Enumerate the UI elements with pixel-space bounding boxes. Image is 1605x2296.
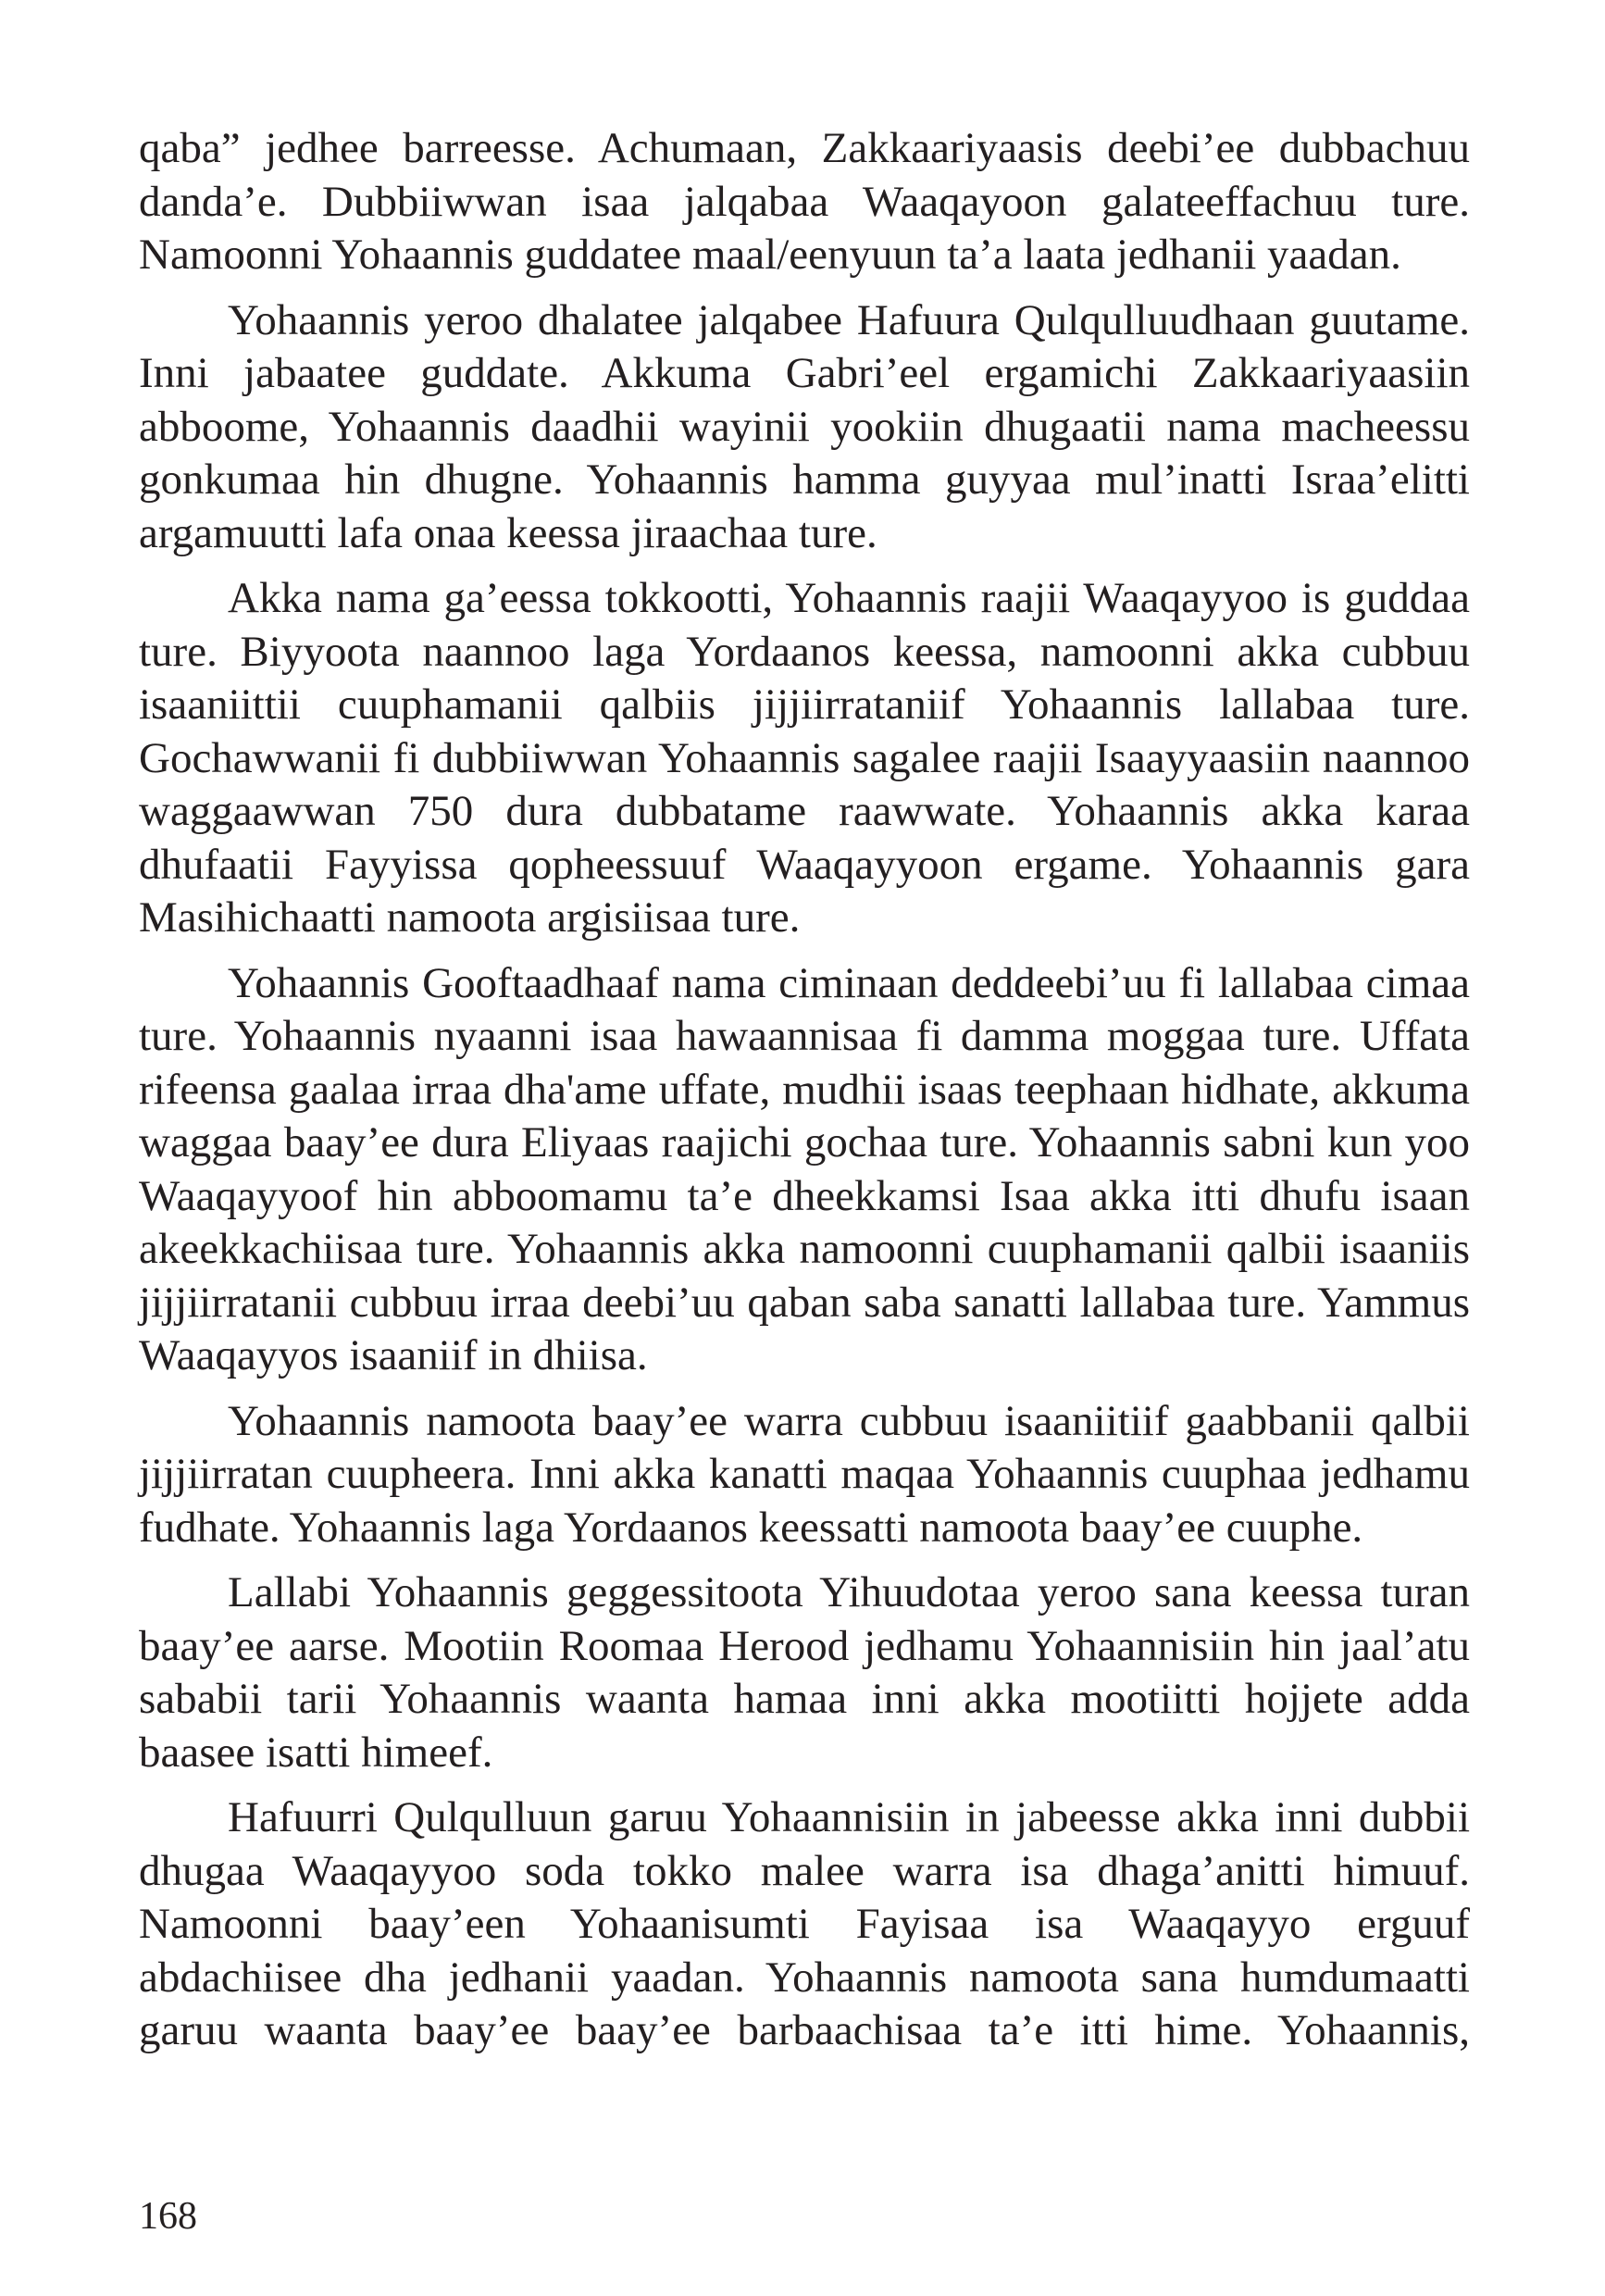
page-number: 168 [139,2195,197,2238]
paragraph-continues: Hafuurri Qulqulluun garuu Yohaannisiin in jabeesse akka inni dubbii dhugaa Waaqayyoo soda tokko malee warra isa dhaga’anitti himuuf. Namoonni baay’een Yohaanisumti Fayisaa isa Waaqayyo erguuf abdachiisee dha jedhanii yaadan. Yohaannis namoota sana humdumaatti garuu waanta baay’ee baay’ee barbaachisaa ta’e itti hime. Yohaannis, [139,1793,1470,2054]
paragraph: Akka nama ga’eessa tokkootti, Yohaannis raajii Waaqayyoo is guddaa ture. Biyyoota naannoo laga Yordaanos keessa, namoonni akka cubbuu isaaniittii cuuphamanii qalbiis jijjiirrataniif Yohaannis lallabaa ture. Gochawwanii fi dubbiiwwan Yohaannis sagalee raajii Isaayyaasiin naannoo waggaawwan 750 dura dubbatame raawwate. Yohaannis akka karaa dhufaatii Fayyissa qopheessuuf Waaqayyoon ergame. Yohaannis gara Masihichaatti namoota argisiisaa ture. [139,574,1470,942]
paragraph: Yohaannis yeroo dhalatee jalqabee Hafuura Qulqulluudhaan guutame. Inni jabaatee guddate. Akkuma Gabri’eel ergamichi Zakkaariyaasiin abboome, Yohaannis daadhii wayinii yookiin dhugaatii nama macheessu gonkumaa hin dhugne. Yohaannis hamma guyyaa mul’inatti Israa’elitti argamuutti lafa onaa keessa jiraachaa ture. [139,295,1470,557]
document-page [139,122,1470,2070]
paragraph: Lallabi Yohaannis geggessitoota Yihuudotaa yeroo sana keessa turan baay’ee aarse. Mootiin Roomaa Herood jedhamu Yohaannisiin hin jaal’atu sababii tarii Yohaannis waanta hamaa inni akka mootiitti hojjete adda baasee isatti himeef. [139,1568,1470,1777]
paragraph: Yohaannis Gooftaadhaaf nama ciminaan deddeebi’uu fi lallabaa cimaa ture. Yohaannis nyaanni isaa hawaannisaa fi damma moggaa ture. Uffata rifeensa gaalaa irraa dha'ame uffate, mudhii isaas teephaan hidhate, akkuma waggaa baay’ee dura Eliyaas raajichi gochaa ture. Yohaannis sabni kun yoo Waaqayyoof hin abboomamu ta’e dheekkamsi Isaa akka itti dhufu isaan akeekkachiisaa ture. Yohaannis akka namoonni cuuphamanii qalbii isaaniis jijjiirratanii cubbuu irraa deebi’uu qaban saba sanatti lallabaa ture. Yammus Waaqayyos isaaniif in dhiisa. [139,958,1470,1379]
paragraph: Yohaannis namoota baay’ee warra cubbuu isaaniitiif gaabbanii qalbii jijjiirratan cuupheera. Inni akka kanatti maqaa Yohaannis cuuphaa jedhamu fudhate. Yohaannis laga Yordaanos keessatti namoota baay’ee cuuphe. [139,1396,1470,1552]
paragraph-continued: qaba” jedhee barreesse. Achumaan, Zakkaariyaasis deebi’ee dubbachuu danda’e. Dubbiiwwan isaa jalqabaa Waaqayoon galateeffachuu ture. Namoonni Yohaannis guddatee maal/eenyuun ta’a laata jedhanii yaadan. [139,124,1470,279]
